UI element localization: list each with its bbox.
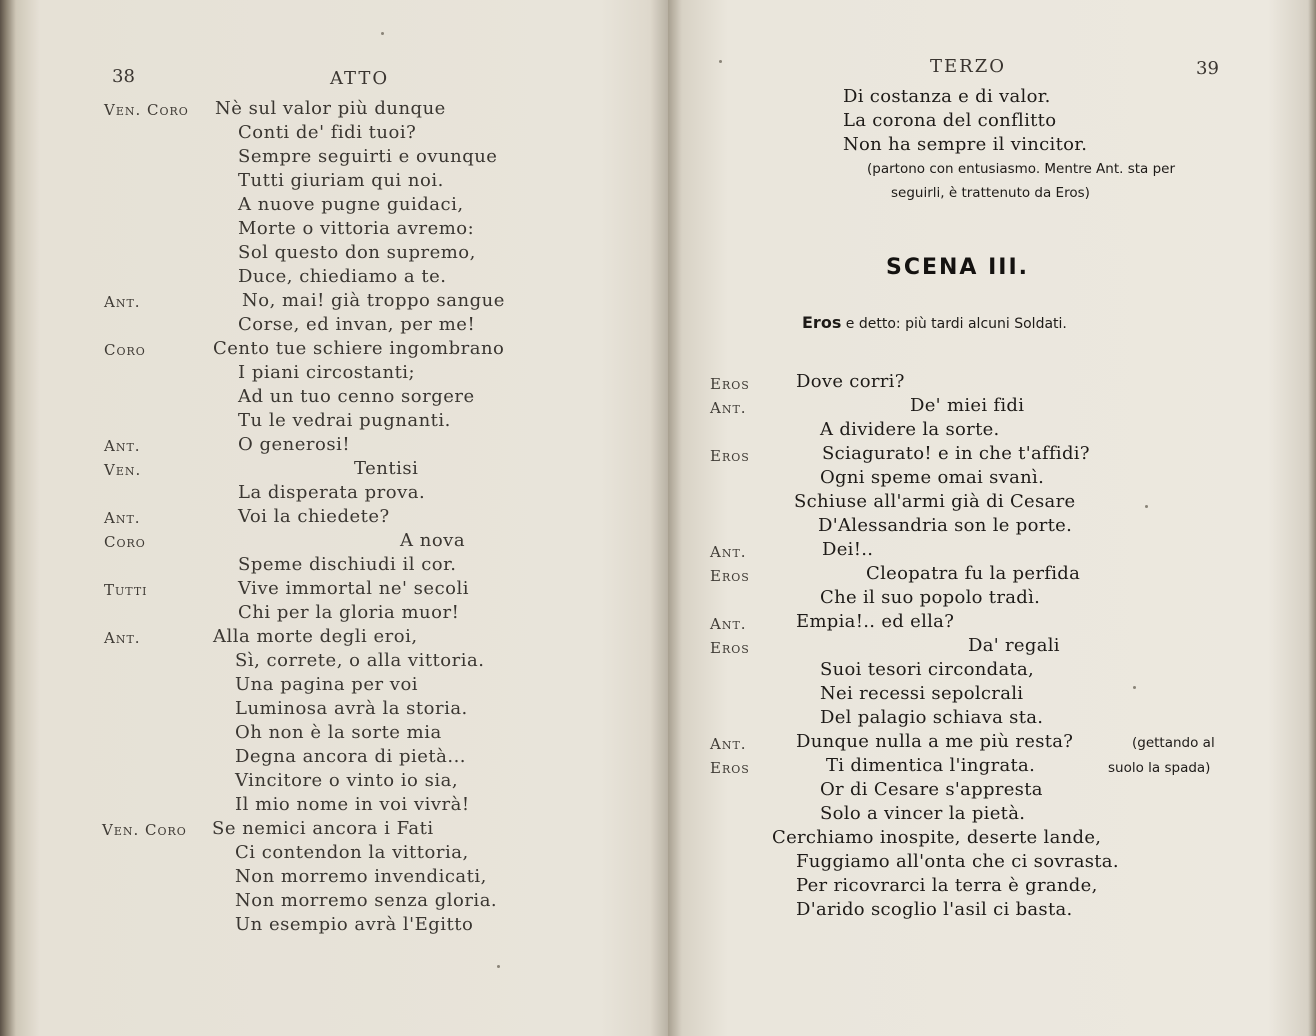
verse-line: Sì, correte, o alla vittoria. [235,650,485,671]
speaker-label: Tutti [104,581,148,599]
verse-line: Tu le vedrai pugnanti. [238,410,451,431]
speaker-label: Eros [710,639,750,657]
speaker-label: Ant. [710,615,747,633]
persons-rest: e detto: più tardi alcuni Soldati. [845,316,1067,332]
verse-line: Da' regali [968,635,1060,656]
verse-line: Non ha sempre il vincitor. [843,134,1088,155]
running-head: TERZO [930,56,1006,77]
verse-line: A nova [400,530,466,551]
speaker-label: Eros [710,759,750,777]
persons-name: Eros [802,313,842,332]
speaker-label: Ant. [710,399,747,417]
speaker-label: Ven. Coro [104,101,189,119]
verse-line: Ci contendon la vittoria, [235,842,469,863]
verse-line: O generosi! [238,434,351,455]
speaker-label: Ven. [104,461,142,479]
verse-line: A nuove pugne guidaci, [238,194,464,215]
verse-line: Tentisi [354,458,419,479]
verse-line: Conti de' fidi tuoi? [238,122,417,143]
stage-direction: suolo la spada) [1108,760,1211,776]
speaker-label: Ant. [104,629,141,647]
speaker-label: Ant. [710,735,747,753]
verse-line: Nè sul valor più dunque [215,98,446,119]
verse-line: La disperata prova. [238,482,426,503]
verse-line: Tutti giuriam qui noi. [238,170,444,191]
verse-line: Sol questo don supremo, [238,242,476,263]
speaker-label: Ant. [104,509,141,527]
verse-line: Ad un tuo cenno sorgere [238,386,475,407]
verse-line: Speme dischiudi il cor. [238,554,457,575]
verse-line: D'arido scoglio l'asil ci basta. [796,899,1073,920]
verse-line: Dunque nulla a me più resta? [796,731,1074,752]
verse-line: Vive immortal ne' secoli [238,578,469,599]
verse-line: Cerchiamo inospite, deserte lande, [772,827,1102,848]
speaker-label: Ant. [104,437,141,455]
verse-line: Una pagina per voi [235,674,419,695]
persons-line [802,313,1067,332]
verse-line: Sempre seguirti e ovunque [238,146,498,167]
verse-line: Alla morte degli eroi, [213,626,418,647]
running-head: ATTO [330,68,390,89]
verse-line: D'Alessandria son le porte. [818,515,1073,536]
page-number: 39 [1196,58,1219,79]
verse-line: Degna ancora di pietà... [235,746,467,767]
verse-line: I piani circostanti; [238,362,416,383]
stage-direction: seguirli, è trattenuto da Eros) [891,185,1090,201]
speaker-label: Ant. [710,543,747,561]
verse-line: Schiuse all'armi già di Cesare [794,491,1076,512]
verse-line: Fuggiamo all'onta che ci sovrasta. [796,851,1119,872]
verse-line: Duce, chiediamo a te. [238,266,447,287]
paper-speck [719,60,722,63]
verse-line: Ti dimentica l'ingrata. [826,755,1036,776]
verse-line: Per ricovrarci la terra è grande, [796,875,1098,896]
paper-speck [1133,686,1136,689]
verse-line: Empia!.. ed ella? [796,611,955,632]
verse-line: Luminosa avrà la storia. [235,698,468,719]
verse-line: Non morremo invendicati, [235,866,487,887]
verse-line: La corona del conflitto [843,110,1057,131]
verse-line: Voi la chiedete? [238,506,390,527]
speaker-label: Eros [710,447,750,465]
verse-line: Un esempio avrà l'Egitto [235,914,474,935]
verse-line: Vincitore o vinto io sia, [235,770,459,791]
verse-line: Ogni speme omai svanì. [820,467,1045,488]
verse-line: Se nemici ancora i Fati [212,818,434,839]
verse-line: Dei!.. [822,539,874,560]
verse-line: Cento tue schiere ingombrano [213,338,505,359]
verse-line: Nei recessi sepolcrali [820,683,1024,704]
speaker-label: Coro [104,533,146,551]
verse-line: Che il suo popolo tradì. [820,587,1041,608]
verse-line: Solo a vincer la pietà. [820,803,1026,824]
speaker-label: Eros [710,567,750,585]
paper-speck [381,32,384,35]
page-number: 38 [112,66,135,87]
paper-speck [497,965,500,968]
verse-line: Del palagio schiava sta. [820,707,1044,728]
right-page [668,0,1316,1036]
verse-line: Il mio nome in voi vivrà! [235,794,470,815]
verse-line: Or di Cesare s'appresta [820,779,1043,800]
stage-direction: (partono con entusiasmo. Mentre Ant. sta per [867,161,1176,177]
verse-line: Suoi tesori circondata, [820,659,1035,680]
speaker-label: Coro [104,341,146,359]
stage-direction: (gettando al [1132,735,1215,751]
verse-line: No, mai! già troppo sangue [242,290,505,311]
verse-line: Non morremo senza gloria. [235,890,498,911]
speaker-label: Ven. Coro [102,821,187,839]
paper-speck [1145,505,1148,508]
scene-title: SCENA III. [886,255,1030,280]
verse-line: Morte o vittoria avremo: [238,218,475,239]
verse-line: De' miei fidi [910,395,1025,416]
verse-line: Dove corri? [796,371,905,392]
speaker-label: Ant. [104,293,141,311]
verse-line: Corse, ed invan, per me! [238,314,476,335]
verse-line: Oh non è la sorte mia [235,722,442,743]
speaker-label: Eros [710,375,750,393]
verse-line: Di costanza e di valor. [843,86,1051,107]
verse-line: A dividere la sorte. [820,419,1000,440]
verse-line: Sciagurato! e in che t'affidi? [822,443,1090,464]
verse-line: Cleopatra fu la perfida [866,563,1081,584]
verse-line: Chi per la gloria muor! [238,602,460,623]
